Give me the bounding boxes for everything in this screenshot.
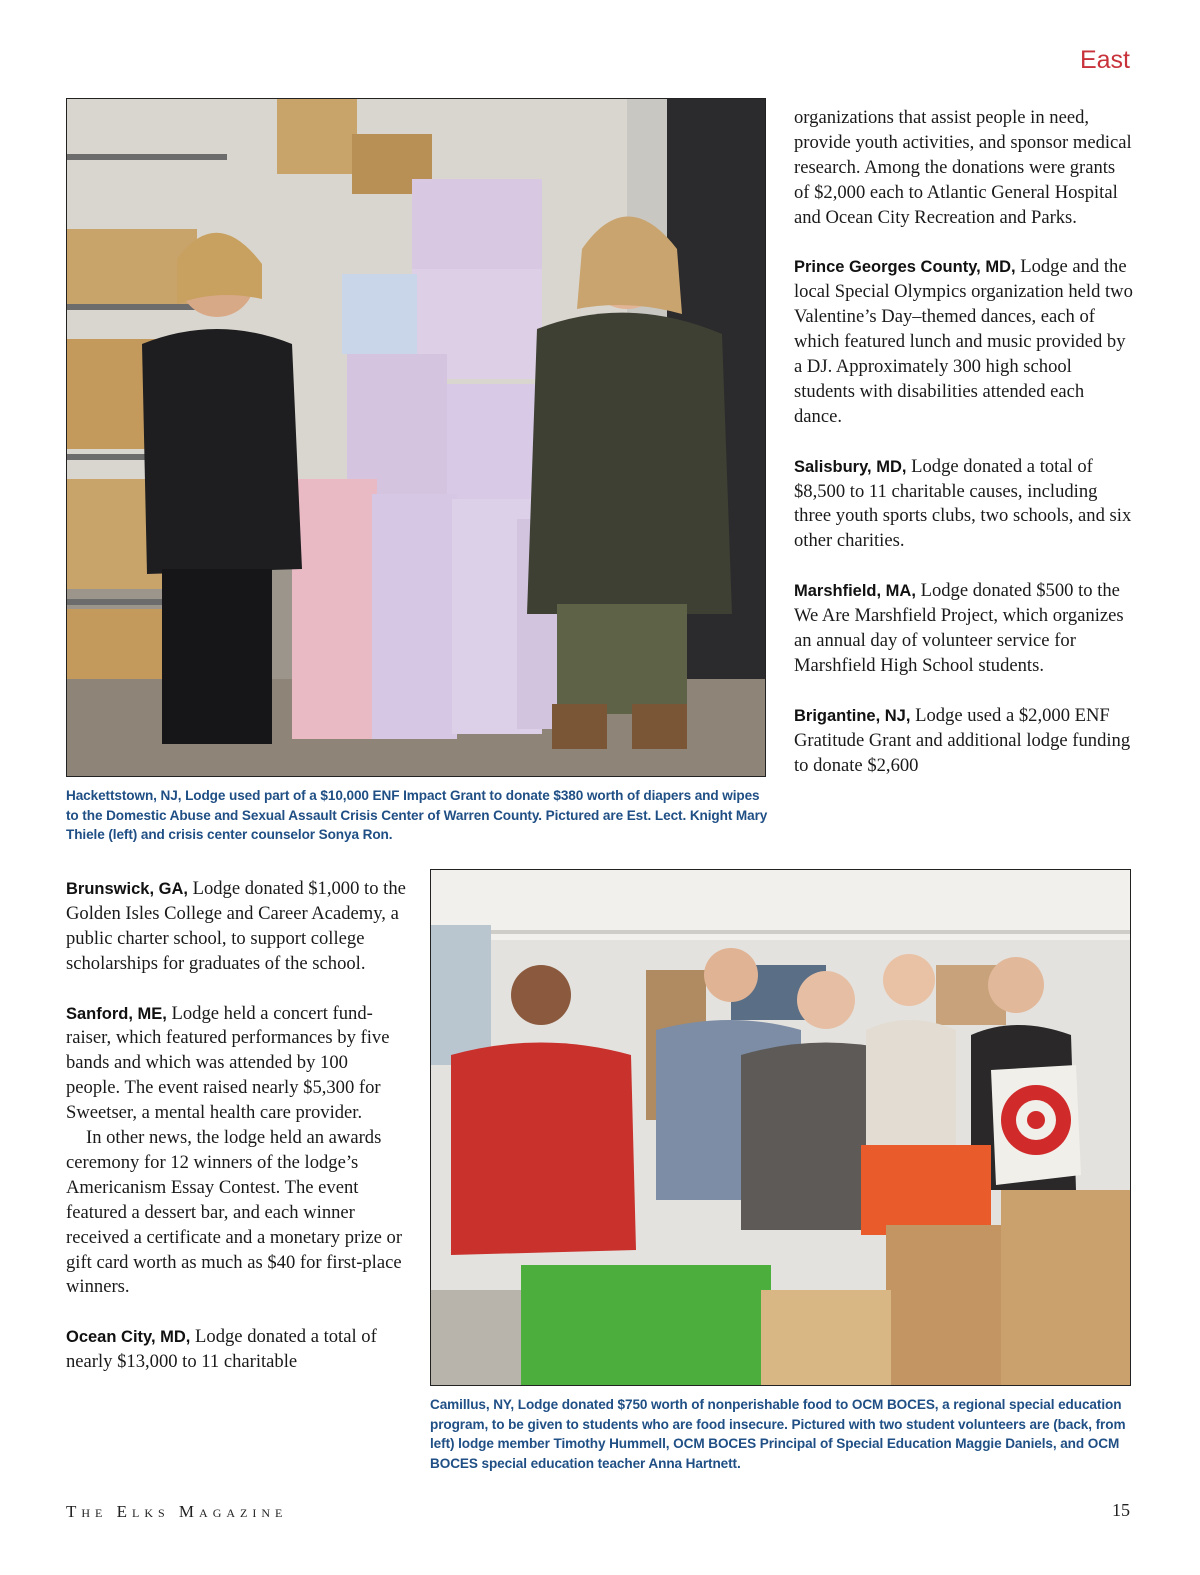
paragraph-text: Lodge used a $2,000 ENF Gratitude Grant and additional lodge funding to donate $2,600 <box>794 704 1131 776</box>
caption-place: Camillus, NY, <box>430 1397 515 1412</box>
photo-camillus <box>430 869 1131 1386</box>
place-name: Marshfield, MA, <box>794 582 916 601</box>
article-paragraph <box>66 1002 406 1127</box>
paragraph-text: Lodge donated a total of nearly $13,000 to 11 charitable <box>66 1326 377 1373</box>
paragraph-text: organizations that assist people in need, provide youth activities, and sponsor medical research. Among the donations were grants of $2,000 each to Atlantic General Hospital and Ocean City Recreation and Parks. <box>794 107 1132 228</box>
photo-caption-hackettstown <box>66 786 768 845</box>
place-name: Brunswick, GA, <box>66 880 188 898</box>
paragraph-text: Lodge and the local Special Olympics organization held two Valentine’s Day–themed dances, each of which featured lunch and music provided by a DJ. Approximately 300 high school students with disabilities attended each dance. <box>794 256 1133 427</box>
place-name: Sanford, ME, <box>66 1004 167 1023</box>
caption-text: Lodge donated $750 worth of nonperishable food to OCM BOCES, a regional special education program, to be given to students who are food insecure. Pictured with two student volunteers are (back, from left) lodge member Timothy Hummell, OCM BOCES Principal of Special Education Maggie Daniels, and OCM BOCES special education teacher Anna Hartnett. <box>430 1397 1126 1471</box>
article-paragraph <box>66 877 406 977</box>
article-paragraph <box>794 579 1134 679</box>
place-name: Brigantine, NJ, <box>794 706 911 725</box>
photo-caption-camillus <box>430 1395 1132 1473</box>
page-number: 15 <box>1112 1500 1130 1520</box>
magazine-name: The Elks Magazine <box>66 1502 288 1521</box>
caption-place: Hackettstown, NJ, <box>66 788 182 803</box>
place-name: Prince Georges County, MD, <box>794 258 1016 277</box>
paragraph-text: Lodge donated a total of $8,500 to 11 charitable causes, including three youth sports clubs, two schools, and six other charities. <box>794 455 1132 552</box>
photo-hackettstown <box>66 98 766 777</box>
article-paragraph <box>794 106 1134 231</box>
article-column-right <box>794 106 1134 778</box>
paragraph-text: Lodge donated $1,000 to the Golden Isles College and Career Academy, a public charter school, to support college scholarships for graduates of the school. <box>66 878 406 974</box>
section-label: East <box>1079 46 1130 74</box>
paragraph-text: In other news, the lodge held an awards ceremony for 12 winners of the lodge’s Americanism Essay Contest. The event featured a dessert bar, and each winner received a certificate and a monetary prize or gift card worth as much as $40 for first-place winners. <box>66 1127 403 1298</box>
paragraph-text: Lodge held a concert fund-raiser, which featured performances by five bands and which was attended by 100 people. The event raised nearly $5,300 for Sweetser, a mental health care provider. <box>66 1002 390 1124</box>
article-paragraph <box>794 255 1134 429</box>
article-column-left <box>66 877 406 1375</box>
paragraph-text: Lodge donated $500 to the We Are Marshfield Project, which organizes an annual day of volunteer service for Marshfield High School students. <box>794 580 1124 676</box>
caption-text: Lodge used part of a $10,000 ENF Impact Grant to donate $380 worth of diapers and wipes to the Domestic Abuse and Sexual Assault Crisis Center of Warren County. Pictured are Est. Lect. Knight Mary Thiele (left) and crisis center counselor Sonya Ron. <box>66 788 768 842</box>
article-paragraph <box>794 704 1134 779</box>
place-name: Ocean City, MD, <box>66 1328 191 1347</box>
article-paragraph <box>794 455 1134 555</box>
article-paragraph <box>66 1126 406 1300</box>
article-paragraph <box>66 1325 406 1375</box>
place-name: Salisbury, MD, <box>794 457 907 476</box>
